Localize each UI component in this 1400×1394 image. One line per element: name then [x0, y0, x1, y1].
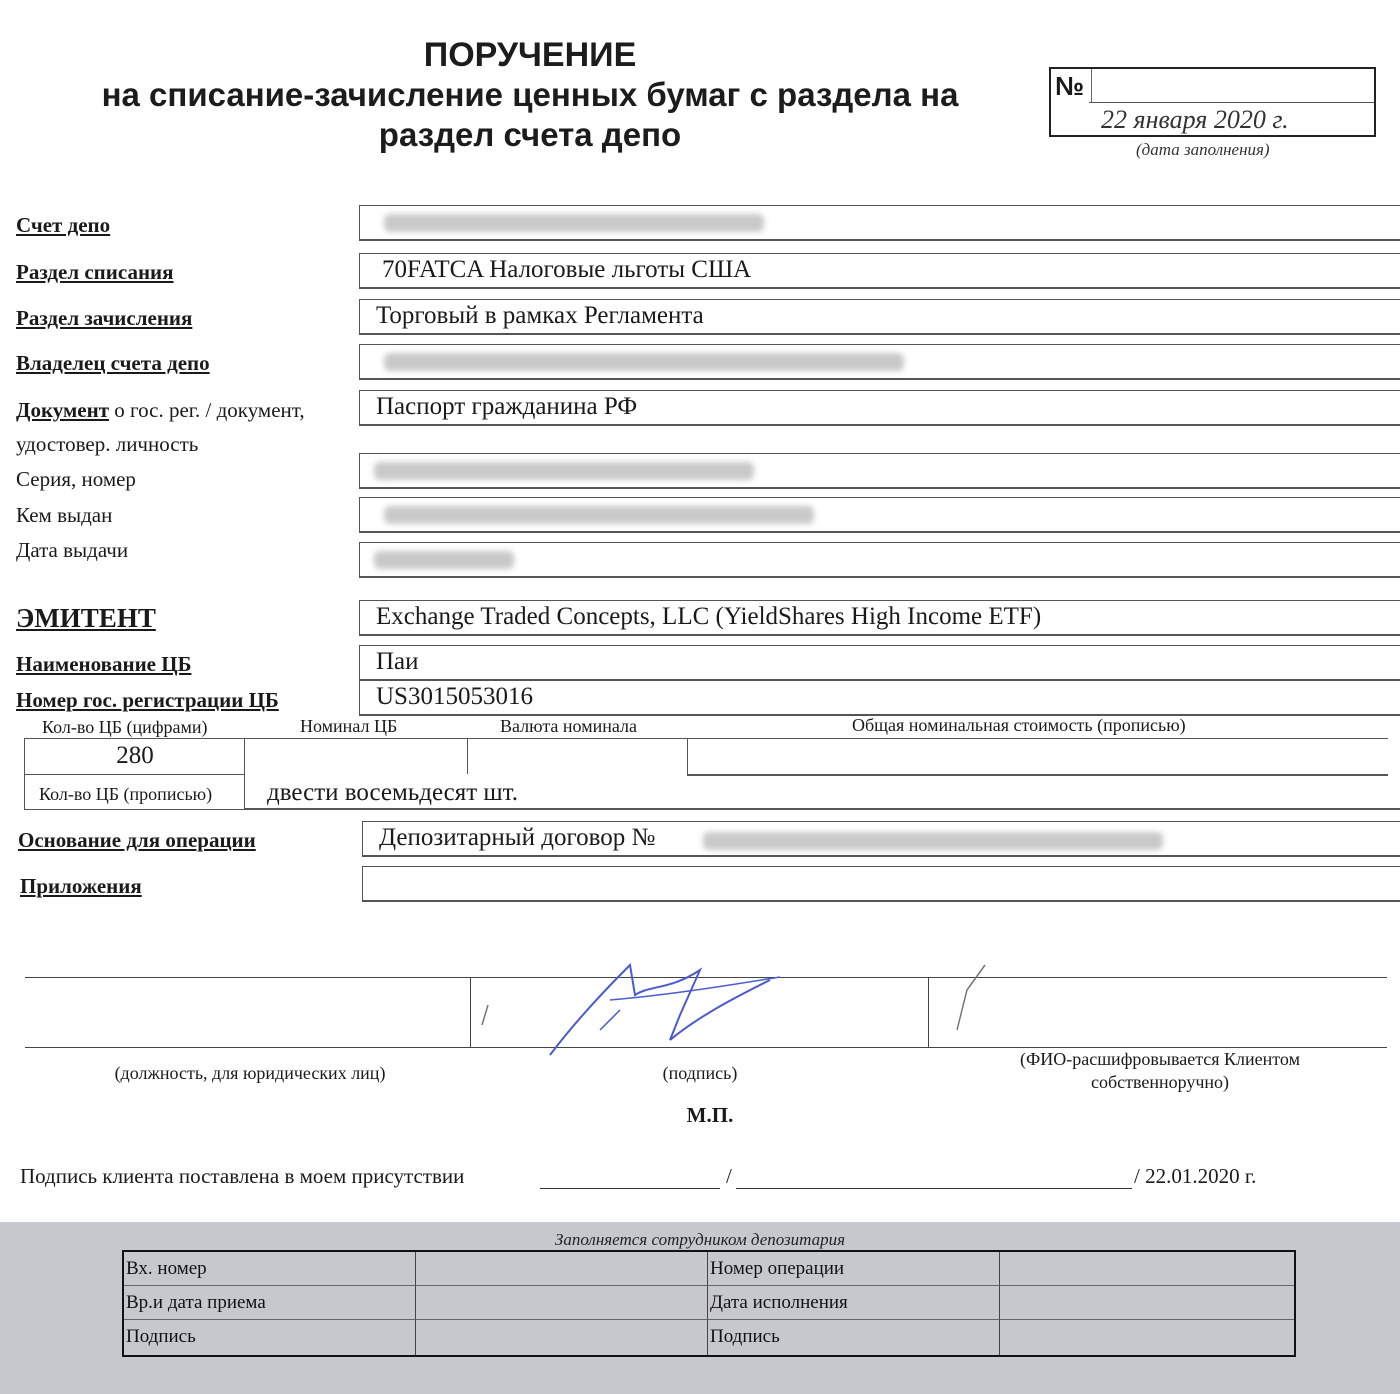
depositary-table: [122, 1250, 1296, 1357]
depositary-cell-execution-date: Дата исполнения: [708, 1286, 1000, 1320]
operation-number-value[interactable]: [1000, 1252, 1294, 1286]
attachments-label: Приложения: [20, 874, 142, 898]
depositary-cell-receipt-datetime: Вр.и дата приема: [124, 1286, 416, 1320]
owner-label: Владелец счета депо: [16, 351, 210, 375]
owner-field[interactable]: [359, 344, 1400, 380]
redacted-blur: [703, 832, 1163, 850]
total-nominal-header: Общая номинальная стоимость (прописью): [852, 715, 1186, 735]
redacted-blur: [374, 462, 754, 480]
debit-section-field[interactable]: 70FATCA Налоговые льготы США: [359, 253, 1400, 289]
qty-digits-header: Кол-во ЦБ (цифрами): [42, 717, 208, 737]
qty-words-label-cell: [24, 774, 244, 810]
redacted-blur: [374, 551, 514, 569]
document-field[interactable]: Паспорт гражданина РФ: [359, 390, 1400, 426]
check-mark-right: [957, 965, 985, 1030]
attachments-field[interactable]: [362, 866, 1400, 902]
credit-section-field[interactable]: Торговый в рамках Регламента: [359, 299, 1400, 335]
issue-date-label: Дата выдачи: [16, 538, 129, 562]
depositary-caption: Заполняется сотрудником депозитария: [554, 1230, 846, 1249]
witness-name-line[interactable]: [736, 1188, 1132, 1189]
name-caption-line2: собственноручно): [1090, 1072, 1230, 1092]
document-subtitle-line2: раздел счета депо: [378, 116, 682, 153]
currency-cell[interactable]: [467, 738, 688, 774]
stamp-mark: М.П.: [686, 1103, 734, 1127]
document-label-line2: удостовер. личность: [16, 432, 199, 456]
check-mark-right-svg: [945, 960, 1005, 1040]
credit-section-label: Раздел зачисления: [16, 306, 193, 330]
incoming-number-value[interactable]: [416, 1252, 708, 1286]
position-caption: (должность, для юридических лиц): [114, 1063, 386, 1083]
qty-digits-cell[interactable]: 280: [24, 738, 245, 775]
signature-caption: (подпись): [662, 1063, 738, 1083]
receipt-datetime-value[interactable]: [416, 1286, 708, 1320]
security-name-label: Наименование ЦБ: [16, 652, 192, 676]
fill-date-caption: (дата заполнения): [1136, 140, 1270, 159]
document-label-rest: о гос. рег. / документ,: [109, 398, 305, 422]
redacted-blur: [384, 214, 764, 232]
nominal-cell[interactable]: [244, 738, 468, 774]
issue-date-field[interactable]: [359, 542, 1400, 578]
redacted-blur: [384, 506, 814, 524]
witness-signature-line[interactable]: [540, 1188, 720, 1189]
redacted-blur: [384, 353, 904, 371]
debit-section-label: Раздел списания: [16, 260, 174, 284]
total-nominal-cell[interactable]: [687, 738, 1388, 776]
number-label: №: [1053, 69, 1092, 103]
handwritten-signature: [550, 965, 770, 1055]
basis-label: Основание для операции: [18, 828, 256, 852]
depositary-cell-signature-left: Подпись: [124, 1320, 416, 1355]
issuer-field[interactable]: Exchange Traded Concepts, LLC (YieldShares High Income ETF): [359, 600, 1400, 636]
signature-right-value[interactable]: [1000, 1320, 1294, 1355]
nominal-header: Номинал ЦБ: [300, 716, 398, 736]
depo-account-field[interactable]: [359, 205, 1400, 241]
basis-value: Депозитарный договор №: [379, 824, 656, 851]
name-caption-line1: (ФИО-расшифровывается Клиентом: [1020, 1049, 1300, 1069]
registration-number-field[interactable]: US3015053016: [359, 680, 1400, 716]
issuer-label: ЭМИТЕНТ: [16, 603, 156, 633]
qty-words-label: Кол-во ЦБ (прописью): [39, 784, 213, 804]
depositary-cell-signature-right: Подпись: [708, 1320, 1000, 1355]
document-subtitle-line1: на списание-зачисление ценных бумаг с раздела на: [101, 76, 959, 113]
basis-field[interactable]: [362, 821, 1400, 857]
depositary-cell-incoming-number: Вх. номер: [124, 1252, 416, 1286]
check-mark-left: [482, 1005, 488, 1025]
document-title: ПОРУЧЕНИЕ: [423, 36, 637, 74]
series-number-label: Серия, номер: [16, 467, 136, 491]
document-label-bold: Документ: [16, 398, 110, 422]
document-label: [16, 398, 305, 423]
depo-account-label: Счет депо: [16, 213, 111, 237]
witness-text: Подпись клиента поставлена в моем присутствии: [20, 1164, 465, 1188]
witness-slash: /: [726, 1164, 732, 1188]
security-name-field[interactable]: Паи: [359, 645, 1400, 681]
qty-words-cell[interactable]: двести восемьдесят шт.: [244, 774, 1400, 810]
issued-by-label: Кем выдан: [16, 503, 113, 527]
fill-date[interactable]: 22 января 2020 г.: [1101, 105, 1289, 134]
series-number-field[interactable]: [359, 453, 1400, 489]
registration-number-label: Номер гос. регистрации ЦБ: [16, 688, 279, 712]
execution-date-value[interactable]: [1000, 1286, 1294, 1320]
signature-left-value[interactable]: [416, 1320, 708, 1355]
depositary-cell-operation-number: Номер операции: [708, 1252, 1000, 1286]
signature-svg: [470, 955, 930, 1065]
number-box-divider: [1089, 102, 1374, 103]
number-date-box: [1049, 67, 1376, 137]
handwritten-signature-stroke: [600, 977, 780, 1030]
currency-header: Валюта номинала: [500, 716, 637, 736]
witness-date: / 22.01.2020 г.: [1134, 1164, 1257, 1188]
issued-by-field[interactable]: [359, 497, 1400, 533]
